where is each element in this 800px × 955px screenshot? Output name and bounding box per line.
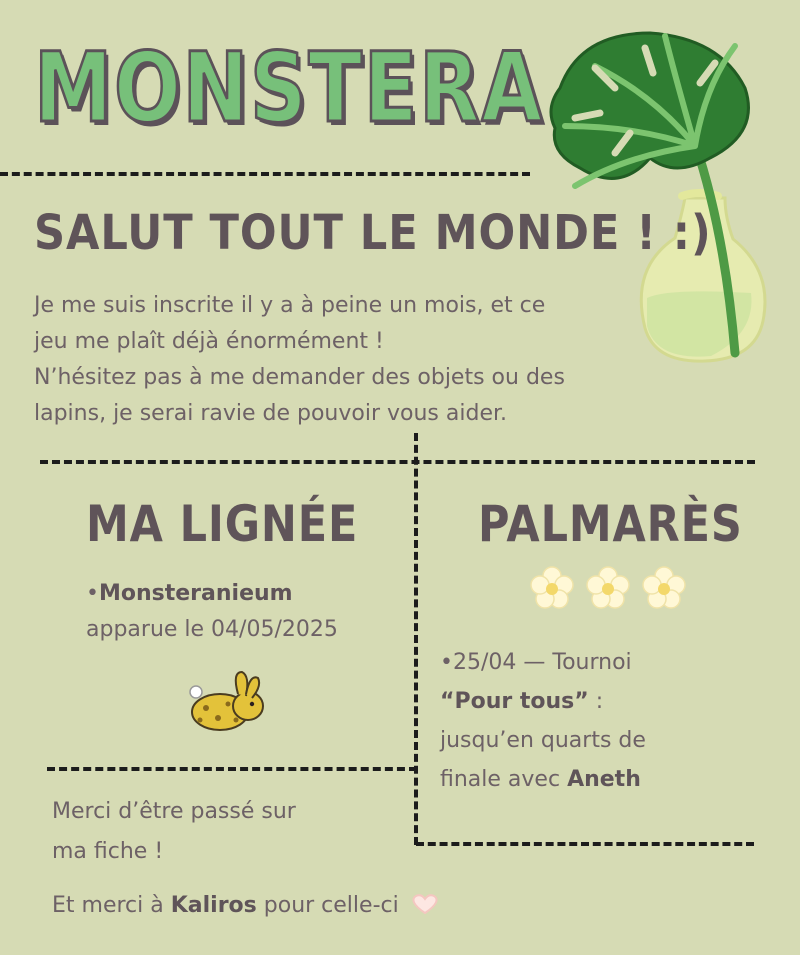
palmares-partner: Aneth	[567, 767, 641, 792]
palmares-title: PALMARÈS	[478, 495, 743, 553]
divider-left-bottom	[47, 767, 417, 771]
flower-icon	[586, 566, 630, 610]
credit-text	[52, 888, 440, 924]
thanks-line-2: ma fiche !	[52, 839, 164, 864]
divider-top	[0, 172, 530, 176]
credit-name: Kaliros	[170, 893, 257, 918]
divider-middle	[40, 460, 755, 464]
credit-suffix: pour celle-ci	[256, 893, 399, 918]
flower-icon	[642, 566, 686, 610]
palmares-entry	[440, 643, 760, 799]
lineage-bullet: •	[86, 581, 99, 606]
intro-line-1: Je me suis inscrite il y a à peine un mois, et ce	[34, 293, 546, 318]
palmares-entry-line-3: jusqu’en quarts de	[440, 728, 646, 753]
credit-prefix: Et merci à	[52, 893, 171, 918]
intro-text	[34, 288, 694, 432]
lineage-entry	[86, 576, 406, 648]
greeting-title: SALUT TOUT LE MONDE ! :)	[34, 205, 712, 261]
palmares-colon: :	[588, 689, 604, 714]
intro-line-4: lapins, je serai ravie de pouvoir vous aider.	[34, 401, 507, 426]
thanks-line-1: Merci d’être passé sur	[52, 799, 296, 824]
heart-icon	[410, 893, 440, 915]
logo-title: MONSTERA	[34, 32, 544, 144]
lineage-date: apparue le 04/05/2025	[86, 617, 338, 642]
divider-right-bottom	[416, 842, 754, 846]
rabbit-icon	[186, 668, 268, 734]
palmares-entry-line-1: •25/04 — Tournoi	[440, 650, 632, 675]
monstera-leaf-icon	[551, 33, 748, 186]
flower-icon	[530, 566, 574, 610]
intro-line-3: N’hésitez pas à me demander des objets ou des	[34, 365, 565, 390]
lineage-title: MA LIGNÉE	[86, 495, 359, 553]
palmares-tournament-name: “Pour tous”	[440, 689, 589, 714]
flower-row	[530, 566, 686, 610]
lineage-name: Monsteranieum	[98, 581, 293, 606]
divider-vertical	[414, 433, 418, 845]
thanks-text	[52, 792, 296, 872]
intro-line-2: jeu me plaît déjà énormément !	[34, 329, 384, 354]
palmares-entry-line-4: finale avec	[440, 767, 568, 792]
